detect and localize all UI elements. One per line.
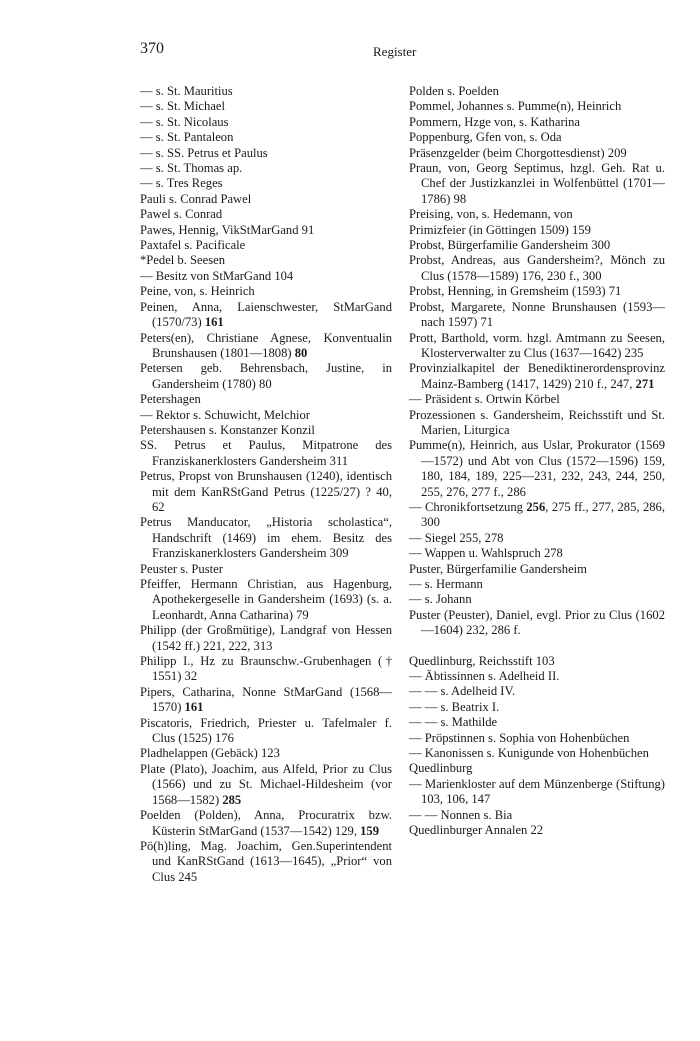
bold-page-ref: 80 [294, 345, 308, 360]
index-entry: — Äbtissinnen s. Adelheid II. [409, 669, 560, 684]
index-entry: Probst, Margarete, Nonne Brunshausen (1593—nach 1597) 71 [409, 299, 665, 330]
bold-page-ref: 159 [360, 823, 380, 838]
index-entry: Petrus, Propst von Brunshausen (1240), identisch mit dem KanRStGand Petrus (1225/27) ? 40, 62 [140, 469, 392, 514]
bold-page-ref: 161 [204, 315, 224, 330]
index-entry: — Besitz von StMarGand 104 [140, 268, 294, 283]
section-gap [409, 639, 665, 654]
index-entry: — — Nonnen s. Bia [409, 807, 513, 822]
index-entry: Poelden (Polden), Anna, Procuratrix bzw. Küsterin StMarGand (1537—1542) 129, 159 [140, 808, 392, 838]
index-entry: — s. St. Thomas ap. [140, 161, 243, 176]
index-entry: Petershagen [140, 392, 201, 407]
running-head: Register [373, 44, 417, 59]
index-entry: Prozessionen s. Gandersheim, Reichsstift und St. Marien, Liturgica [409, 407, 665, 437]
index-entry: Preising, von, s. Hedemann, von [409, 207, 573, 222]
index-entry: — Rektor s. Schuwicht, Melchior [140, 407, 310, 422]
index-entry: Pfeiffer, Hermann Christian, aus Hagenburg, Apothekergeselle in Gandersheim (1693) (s. a. Leonhardt, Anna Catharina) 79 [140, 577, 392, 622]
index-entry: *Pedel b. Seesen [140, 253, 225, 268]
index-entry: Petershausen s. Konstanzer Konzil [140, 422, 315, 437]
index-entry: Provinzialkapitel der Benediktinerordensprovinz Mainz-Bamberg (1417, 1429) 210 f., 247, 271 [409, 361, 665, 391]
index-entry: Probst, Andreas, aus Gandersheim?, Mönch zu Clus (1578—1589) 176, 230 f., 300 [409, 253, 665, 283]
index-entry: Pauli s. Conrad Pawel [140, 191, 252, 206]
index-entry: Piscatoris, Friedrich, Priester u. Tafelmaler f. Clus (1525) 176 [140, 715, 392, 746]
index-entry: Praun, von, Georg Septimus, hzgl. Geh. Rat u. Chef der Justizkanzlei in Wolfenbüttel (1701—1786) 98 [409, 161, 665, 206]
index-entry: — — s. Adelheid IV. [409, 684, 516, 699]
index-entry: Puster, Bürgerfamilie Gandersheim [409, 561, 587, 576]
index-entry: Poppenburg, Gfen von, s. Oda [409, 130, 562, 145]
index-entry: SS. Petrus et Paulus, Mitpatrone des Franziskanerklosters Gandersheim 311 [140, 438, 392, 468]
index-entry: — Pröpstinnen s. Sophia von Hohenbüchen [409, 730, 630, 745]
index-entry: — s. St. Michael [140, 99, 226, 114]
index-entry: Pumme(n), Heinrich, aus Uslar, Prokurator (1569—1572) und Abt von Clus (1572—1596) 159, 180, 184, 189, 225—231, 232, 243, 244, 250, 255, 276, 277 f., 286 [409, 438, 665, 499]
index-entry: — s. St. Pantaleon [140, 130, 234, 145]
index-column-right [409, 84, 665, 839]
page-number: 370 [140, 40, 164, 57]
index-entry: Probst, Bürgerfamilie Gandersheim 300 [409, 238, 611, 253]
index-entry: — s. St. Mauritius [140, 84, 233, 98]
index-entry: Petersen geb. Behrensbach, Justine, in Gandersheim (1780) 80 [140, 361, 392, 391]
index-entry: — — s. Beatrix I. [409, 699, 500, 714]
index-entry: Pommel, Johannes s. Pumme(n), Heinrich [409, 99, 622, 114]
index-entry: Paxtafel s. Pacificale [140, 238, 246, 253]
index-entry: Prott, Barthold, vorm. hzgl. Amtmann zu Seesen, Klosterverwalter zu Clus (1637—1642) 235 [409, 330, 665, 360]
index-entry: — Wappen u. Wahlspruch 278 [409, 546, 563, 561]
index-entry: — Kanonissen s. Kunigunde von Hohenbüchen [409, 746, 649, 761]
index-entry: Puster (Peuster), Daniel, evgl. Prior zu Clus (1602—1604) 232, 286 f. [409, 607, 665, 638]
index-entry: — s. St. Nicolaus [140, 114, 229, 129]
index-entry: Philipp (der Großmütige), Landgraf von Hessen (1542 ff.) 221, 222, 313 [140, 623, 392, 653]
index-entry: Peters(en), Christiane Agnese, Konventualin Brunshausen (1801—1808) 80 [140, 330, 392, 360]
bold-page-ref: 161 [184, 700, 204, 715]
bold-page-ref: 256 [526, 499, 546, 514]
index-entry: — s. SS. Petrus et Paulus [140, 145, 268, 160]
index-entry: Pawel s. Conrad [140, 207, 223, 222]
index-entry: Quedlinburger Annalen 22 [409, 823, 544, 838]
index-column-left [140, 84, 392, 885]
index-entry: Petrus Manducator, „Historia scholastica“, Handschrift (1469) im ehem. Besitz des Franziskanerklosters Gandersheim 309 [140, 515, 392, 561]
index-entry: — s. Hermann [409, 577, 483, 591]
index-entry: — Marienkloster auf dem Münzenberge (Stiftung) 103, 106, 147 [409, 776, 665, 807]
index-entry: Pommern, Hzge von, s. Katharina [409, 114, 581, 129]
index-entry: Polden s. Poelden [409, 84, 499, 98]
index-entry: Pawes, Hennig, VikStMarGand 91 [140, 222, 315, 237]
bold-page-ref: 271 [635, 376, 655, 391]
index-entry: Pipers, Catharina, Nonne StMarGand (1568—1570) 161 [140, 684, 392, 715]
index-entry: — — s. Mathilde [409, 715, 498, 730]
index-entry: — Präsident s. Ortwin Körbel [409, 392, 560, 407]
index-entry: Primizfeier (in Göttingen 1509) 159 [409, 222, 591, 237]
index-entry: — Siegel 255, 278 [409, 530, 504, 545]
index-entry: — Chronikfortsetzung 256, 275 ff., 277, 285, 286, 300 [409, 499, 665, 530]
index-entry: Plate (Plato), Joachim, aus Alfeld, Prior zu Clus (1566) und zu St. Michael-Hildesheim (vor 1568—1582) 285 [140, 761, 392, 807]
index-entry: Peinen, Anna, Laienschwester, StMarGand (1570/73) 161 [140, 299, 392, 330]
index-entry: Peuster s. Puster [140, 561, 223, 576]
index-entry: — s. Johann [409, 592, 472, 607]
index-entry: Peine, von, s. Heinrich [140, 284, 255, 299]
index-entry: Pladhelappen (Gebäck) 123 [140, 746, 280, 761]
index-entry: Präsenzgelder (beim Chorgottesdienst) 209 [409, 145, 627, 160]
index-entry: Philipp I., Hz zu Braunschw.-Grubenhagen († 1551) 32 [140, 654, 392, 684]
index-entry: Pö(h)ling, Mag. Joachim, Gen.Superintendent und KanRStGand (1613—1645), „Prior“ von Clus 245 [140, 838, 392, 884]
index-entry: Quedlinburg [409, 761, 473, 776]
index-entry: Quedlinburg, Reichsstift 103 [409, 653, 555, 668]
bold-page-ref: 285 [222, 792, 242, 807]
index-entry: Probst, Henning, in Gremsheim (1593) 71 [409, 284, 622, 299]
index-entry: — s. Tres Reges [140, 176, 223, 191]
